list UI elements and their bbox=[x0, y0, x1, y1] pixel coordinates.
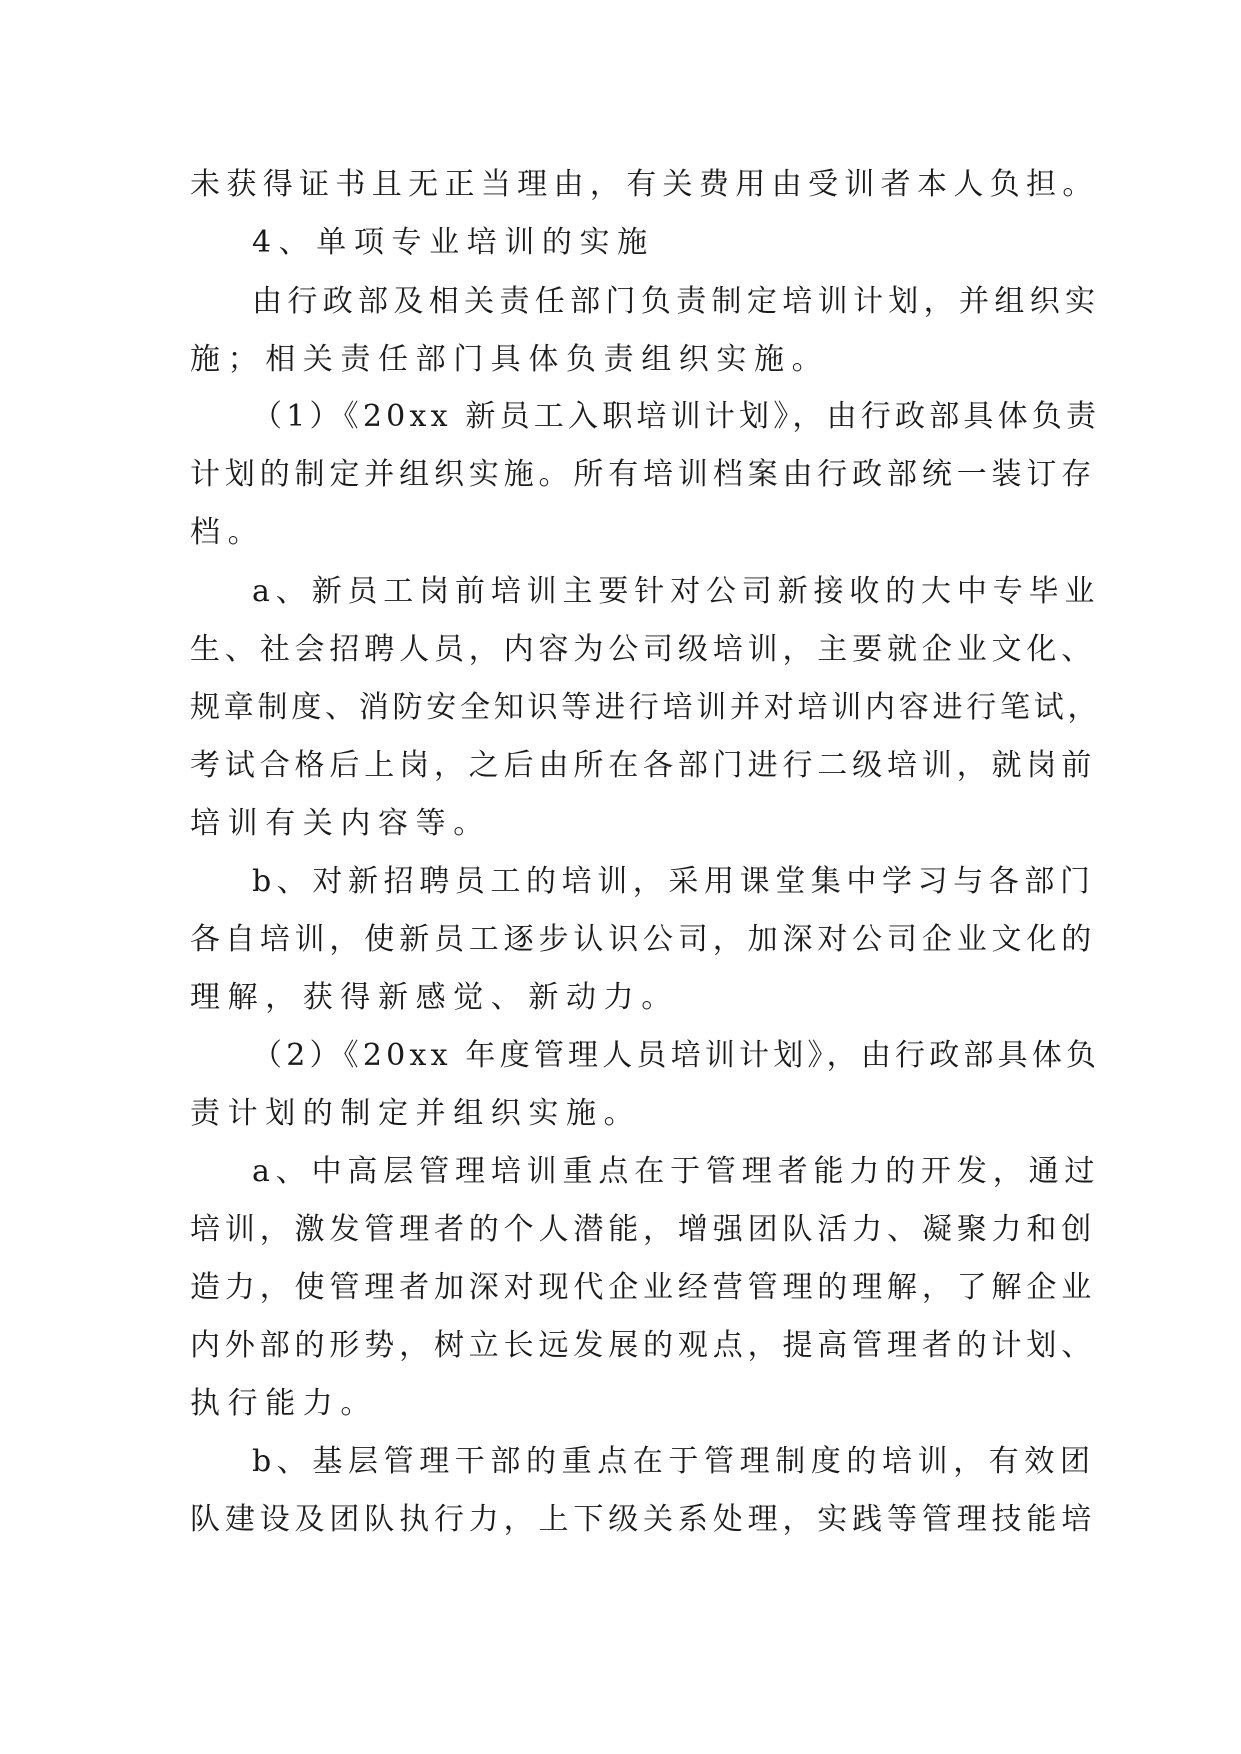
text-line: 理解，获得新感觉、新动力。 bbox=[190, 980, 679, 1015]
text-line: b、基层管理干部的重点在于管理制度的培训，有效团 bbox=[252, 1444, 1096, 1479]
text-line: 档。 bbox=[190, 515, 266, 550]
section-heading: 4、单项专业培训的实施 bbox=[252, 225, 655, 260]
text-line: （1）《20xx 新员工入职培训计划》，由行政部具体负责 bbox=[252, 399, 1101, 434]
text-line: （2）《20xx 年度管理人员培训计划》，由行政部具体负 bbox=[252, 1038, 1101, 1073]
text-line: b、对新招聘员工的培训，采用课堂集中学习与各部门 bbox=[252, 864, 1096, 899]
text-line: 各自培训，使新员工逐步认识公司，加深对公司企业文化的 bbox=[190, 922, 1097, 957]
text-line: 队建设及团队执行力，上下级关系处理，实践等管理技能培 bbox=[190, 1502, 1097, 1537]
text-line: 计划的制定并组织实施。所有培训档案由行政部统一装订存 bbox=[190, 457, 1097, 492]
text-line: 造力，使管理者加深对现代企业经营管理的理解，了解企业 bbox=[190, 1270, 1097, 1305]
text-line: 考试合格后上岗，之后由所在各部门进行二级培训，就岗前 bbox=[190, 748, 1097, 783]
text-line: 责计划的制定并组织实施。 bbox=[190, 1096, 642, 1131]
text-line: a、新员工岗前培训主要针对公司新接收的大中专毕业 bbox=[252, 574, 1101, 609]
text-line: 由行政部及相关责任部门负责制定培训计划，并组织实 bbox=[252, 284, 1101, 319]
text-line: 培训，激发管理者的个人潜能，增强团队活力、凝聚力和创 bbox=[190, 1212, 1097, 1247]
text-line: 内外部的形势，树立长远发展的观点，提高管理者的计划、 bbox=[190, 1328, 1097, 1363]
text-line: 未获得证书且无正当理由，有关费用由受训者本人负担。 bbox=[190, 167, 1099, 202]
text-line: 生、社会招聘人员，内容为公司级培训，主要就企业文化、 bbox=[190, 632, 1097, 667]
text-line: 培训有关内容等。 bbox=[190, 806, 491, 841]
text-line: 施；相关责任部门具体负责组织实施。 bbox=[190, 342, 830, 377]
text-line: 执行能力。 bbox=[190, 1386, 378, 1421]
text-line: a、中高层管理培训重点在于管理者能力的开发，通过 bbox=[252, 1154, 1101, 1189]
text-line: 规章制度、消防安全知识等进行培训并对培训内容进行笔试， bbox=[190, 690, 1102, 725]
